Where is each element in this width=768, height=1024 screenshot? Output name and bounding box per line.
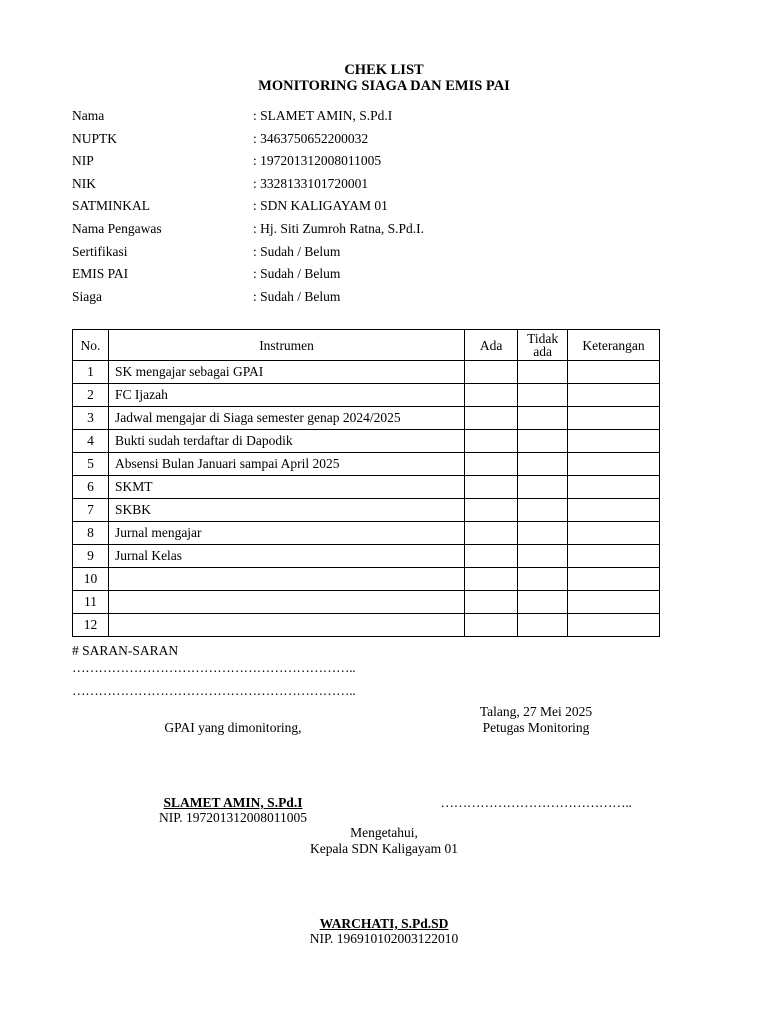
row-number: 6	[73, 476, 109, 499]
principal-nip: NIP. 196910102003122010	[309, 931, 459, 946]
tidak-ada-cell[interactable]	[518, 407, 568, 430]
table-row	[73, 476, 660, 499]
keterangan-cell[interactable]	[568, 407, 660, 430]
info-label: Nama Pengawas	[72, 220, 162, 236]
keterangan-cell[interactable]	[568, 522, 660, 545]
header-ada: Ada	[465, 330, 518, 361]
row-instrumen: Jurnal Kelas	[108, 545, 464, 568]
row-number: 9	[73, 545, 109, 568]
ada-cell[interactable]	[465, 591, 518, 614]
row-instrumen: Bukti sudah terdaftar di Dapodik	[108, 430, 464, 453]
table-row	[73, 591, 660, 614]
info-row-pengawas	[72, 221, 672, 244]
info-label: SATMINKAL	[72, 198, 151, 214]
table-row	[73, 545, 660, 568]
tidak-ada-cell[interactable]	[518, 545, 568, 568]
tidak-ada-cell[interactable]	[518, 499, 568, 522]
row-instrumen: Jurnal mengajar	[108, 522, 464, 545]
principal-title: Kepala SDN Kaligayam 01	[309, 841, 459, 856]
table-row	[73, 430, 660, 453]
row-instrumen: SKBK	[108, 499, 464, 522]
keterangan-cell[interactable]	[568, 568, 660, 591]
table-row	[73, 614, 660, 637]
tidak-ada-cell[interactable]	[518, 384, 568, 407]
saran-heading: # SARAN-SARAN	[72, 643, 179, 658]
row-number: 7	[73, 499, 109, 522]
info-value: : Sudah / Belum	[253, 288, 341, 304]
principal-name: WARCHATI, S.Pd.SD	[319, 916, 449, 931]
table-row	[73, 522, 660, 545]
row-number: 1	[73, 361, 109, 384]
table-header-row	[73, 330, 660, 361]
info-label: NIK	[72, 175, 96, 191]
info-value: : 3463750652200032	[253, 130, 369, 146]
info-value: : Sudah / Belum	[253, 266, 341, 282]
row-number: 2	[73, 384, 109, 407]
ada-cell[interactable]	[465, 545, 518, 568]
info-label: Sertifikasi	[72, 243, 128, 259]
keterangan-cell[interactable]	[568, 361, 660, 384]
row-instrumen[interactable]	[108, 614, 464, 637]
info-label: Siaga	[72, 288, 102, 304]
ada-cell[interactable]	[465, 407, 518, 430]
header-instrumen: Instrumen	[108, 330, 464, 361]
checklist-table	[72, 329, 660, 637]
header-keterangan: Keterangan	[568, 330, 660, 361]
ada-cell[interactable]	[465, 384, 518, 407]
info-row-nik	[72, 176, 672, 199]
tidak-ada-cell[interactable]	[518, 568, 568, 591]
tidak-ada-cell[interactable]	[518, 430, 568, 453]
info-row-satminkal	[72, 198, 672, 221]
ada-cell[interactable]	[465, 522, 518, 545]
tidak-ada-cell[interactable]	[518, 361, 568, 384]
ada-cell[interactable]	[465, 453, 518, 476]
tidak-ada-cell[interactable]	[518, 522, 568, 545]
table-row	[73, 407, 660, 430]
info-row-emis-pai	[72, 266, 672, 289]
acknowledged-label: Mengetahui,	[350, 825, 418, 840]
info-label: NUPTK	[72, 130, 118, 146]
info-value: : Sudah / Belum	[253, 243, 341, 259]
table-row	[73, 361, 660, 384]
tidak-ada-cell[interactable]	[518, 591, 568, 614]
identity-section	[72, 108, 672, 311]
table-row	[73, 384, 660, 407]
header-tidak-ada	[518, 330, 568, 361]
table-row	[73, 453, 660, 476]
saran-line-1[interactable]: ………………………………………………………..	[72, 660, 356, 675]
info-row-siaga	[72, 289, 672, 312]
row-instrumen: Jadwal mengajar di Siaga semester genap 2024/2025	[108, 407, 464, 430]
monitored-teacher-nip: NIP. 197201312008011005	[158, 810, 308, 825]
keterangan-cell[interactable]	[568, 545, 660, 568]
info-value: : 3328133101720001	[253, 175, 369, 191]
keterangan-cell[interactable]	[568, 614, 660, 637]
monitoring-officer-signature-line[interactable]: ……………………………………..	[440, 795, 632, 810]
keterangan-cell[interactable]	[568, 499, 660, 522]
info-label: Nama	[72, 108, 105, 123]
tidak-ada-cell[interactable]	[518, 476, 568, 499]
monitored-teacher-role: GPAI yang dimonitoring,	[164, 720, 302, 735]
row-number: 11	[73, 591, 109, 614]
monitored-teacher-name: SLAMET AMIN, S.Pd.I	[163, 795, 303, 810]
row-instrumen: FC Ijazah	[108, 384, 464, 407]
info-value: : SLAMET AMIN, S.Pd.I	[253, 108, 393, 123]
keterangan-cell[interactable]	[568, 430, 660, 453]
keterangan-cell[interactable]	[568, 591, 660, 614]
keterangan-cell[interactable]	[568, 476, 660, 499]
row-instrumen[interactable]	[108, 591, 464, 614]
info-value: : 197201312008011005	[253, 153, 382, 169]
row-number: 4	[73, 430, 109, 453]
document-subtitle: MONITORING SIAGA DAN EMIS PAI	[258, 78, 510, 94]
saran-line-2[interactable]: ………………………………………………………..	[72, 683, 356, 698]
row-instrumen: SKMT	[108, 476, 464, 499]
row-instrumen: SK mengajar sebagai GPAI	[108, 361, 464, 384]
header-no: No.	[73, 330, 109, 361]
row-number: 5	[73, 453, 109, 476]
tidak-ada-cell[interactable]	[518, 614, 568, 637]
info-row-nip	[72, 153, 672, 176]
ada-cell[interactable]	[465, 568, 518, 591]
ada-cell[interactable]	[465, 430, 518, 453]
header-tidak-ada-line2: ada	[533, 344, 552, 359]
table-row	[73, 499, 660, 522]
keterangan-cell[interactable]	[568, 453, 660, 476]
row-number: 3	[73, 407, 109, 430]
header-tidak-ada-line1: Tidak	[527, 331, 559, 346]
monitoring-officer-role: Petugas Monitoring	[482, 720, 590, 735]
ada-cell[interactable]	[465, 476, 518, 499]
row-instrumen: Absensi Bulan Januari sampai April 2025	[108, 453, 464, 476]
info-row-sertifikasi	[72, 244, 672, 267]
info-row-nuptk	[72, 131, 672, 154]
info-value: : Hj. Siti Zumroh Ratna, S.Pd.I.	[253, 220, 425, 236]
document-title: CHEK LIST	[344, 62, 424, 78]
info-label: NIP	[72, 153, 94, 169]
info-value: : SDN KALIGAYAM 01	[253, 198, 388, 214]
table-row	[73, 568, 660, 591]
info-label: EMIS PAI	[72, 266, 129, 282]
ada-cell[interactable]	[465, 361, 518, 384]
row-instrumen[interactable]	[108, 568, 464, 591]
ada-cell[interactable]	[465, 499, 518, 522]
row-number: 8	[73, 522, 109, 545]
ada-cell[interactable]	[465, 614, 518, 637]
row-number: 10	[73, 568, 109, 591]
row-number: 12	[73, 614, 109, 637]
place-date: Talang, 27 Mei 2025	[479, 704, 593, 719]
tidak-ada-cell[interactable]	[518, 453, 568, 476]
keterangan-cell[interactable]	[568, 384, 660, 407]
info-row-nama	[72, 108, 672, 131]
